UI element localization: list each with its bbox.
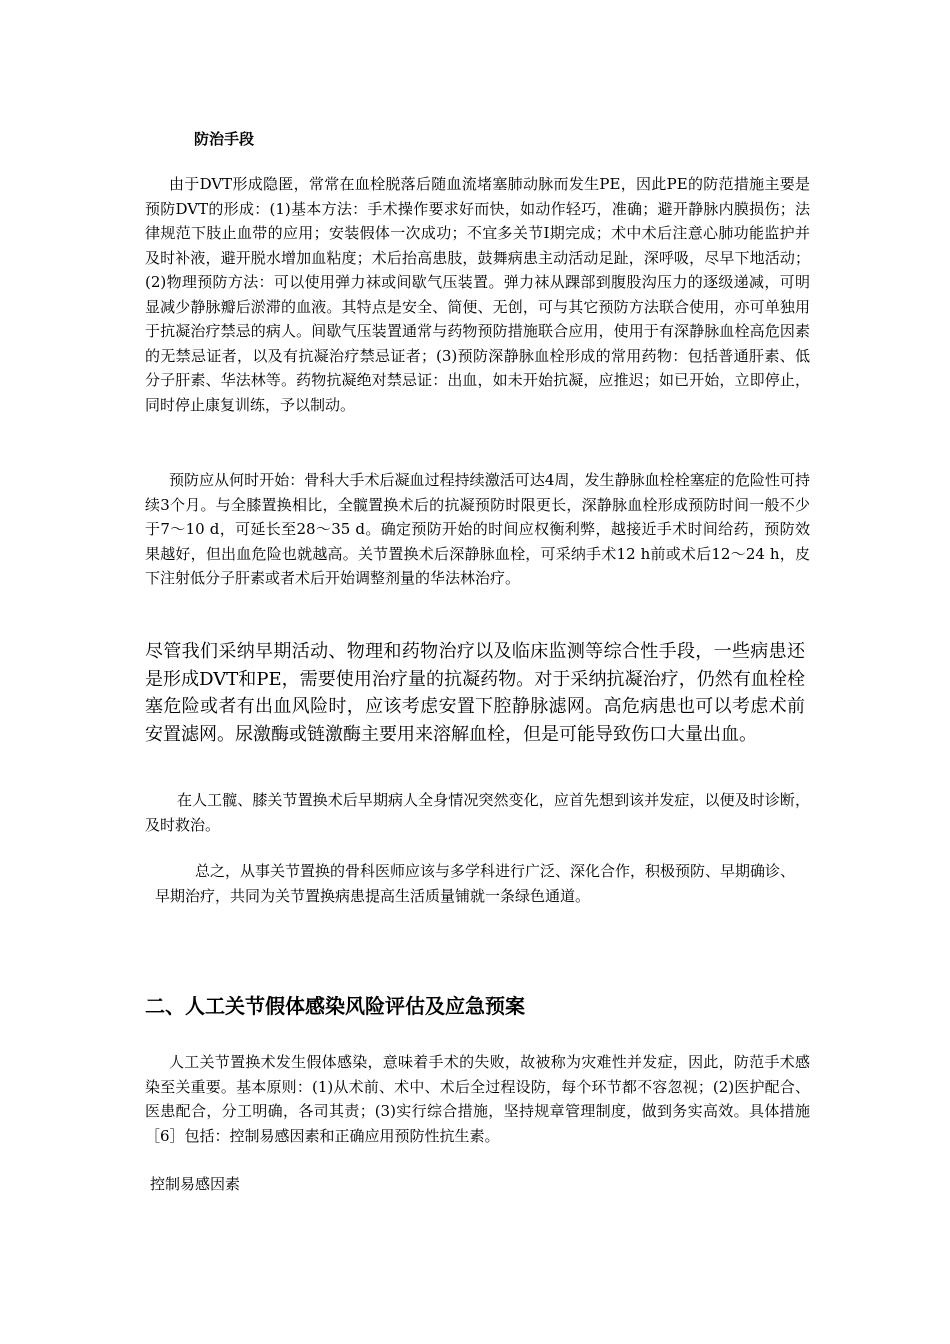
paragraph-infection-intro: 人工关节置换术发生假体感染，意味着手术的失败，故被称为灾难性并发症，因此，防范手术感染至关重要。基本原则：(1)从术前、术中、术后全过程设防，每个环节都不容忽视；(2)医护配合、医患配合，分工明确，各司其责；(3)实行综合措施，坚持规章管理制度，做到务实高效。具体措施［6］包括：控制易感因素和正确应用预防性抗生素。	[145, 1053, 810, 1145]
paragraph-anticoagulation: 尽管我们采纳早期活动、物理和药物治疗以及临床监测等综合性手段，一些病患还是形成DVT和PE，需要使用治疗量的抗凝药物。对于采纳抗凝治疗，仍然有血栓栓塞危险或者有出血风险时，应该考虑安置下腔静脉滤网。高危病患也可以考虑术前安置滤网。尿激酶或链激酶主要用来溶解血栓，但是可能导致伤口大量出血。	[145, 641, 805, 745]
paragraph-early-diagnosis: 在人工髋、膝关节置换术后早期病人全身情况突然变化，应首先想到该并发症，以便及时诊断，及时救治。	[145, 791, 810, 834]
paragraph-summary: 总之，从事关节置换的骨科医师应该与多学科进行广泛、深化合作，积极预防、早期确诊、早期治疗，共同为关节置换病患提高生活质量铺就一条绿色通道。	[155, 862, 796, 905]
paragraph-prevention-timing: 预防应从何时开始：骨科大手术后凝血过程持续激活可达4周，发生静脉血栓栓塞症的危险性可持续3个月。与全膝置换相比，全髋置换术后的抗凝预防时限更长，深静脉血栓形成预防时间一般不少于7～10 d，可延长至28～35 d。确定预防开始的时间应权衡利弊，越接近手术时间给药，预防效果越好，但出血危险也就越高。关节置换术后深静脉血栓，可采纳手术12 h前或术后12～24 h，皮下注射低分子肝素或者术后开始调整剂量的华法林治疗。	[145, 471, 810, 587]
subheading-prevention: 防治手段	[194, 130, 255, 148]
label-control-factors: 控制易感因素	[150, 1175, 241, 1193]
section-heading-infection: 二、人工关节假体感染风险评估及应急预案	[145, 994, 525, 1018]
paragraph-prevention-methods: 由于DVT形成隐匿，常常在血栓脱落后随血流堵塞肺动脉而发生PE，因此PE的防范措施主要是预防DVT的形成：(1)基本方法：手术操作要求好而快，如动作轻巧，准确；避开静脉内膜损伤；法律规范下肢止血带的应用；安装假体一次成功；不宜多关节Ⅰ期完成；术中术后注意心肺功能监护并及时补液，避开脱水增加血粘度；术后抬高患肢，鼓舞病患主动活动足趾，深呼吸，尽早下地活动；(2)物理预防方法：可以使用弹力袜或间歇气压装置。弹力袜从踝部到腹股沟压力的逐级递减，可明显减少静脉瓣后淤滞的血液。其特点是安全、简便、无创，可与其它预防方法联合使用，亦可单独用于抗凝治疗禁忌的病人。间歇气压装置通常与药物预防措施联合应用，使用于有深静脉血栓高危因素的无禁忌证者，以及有抗凝治疗禁忌证者；(3)预防深静脉血栓形成的常用药物：包括普通肝素、低分子肝素、华法林等。药物抗凝绝对禁忌证：出血，如未开始抗凝，应推迟；如已开始，立即停止，同时停止康复训练，予以制动。	[145, 175, 810, 414]
